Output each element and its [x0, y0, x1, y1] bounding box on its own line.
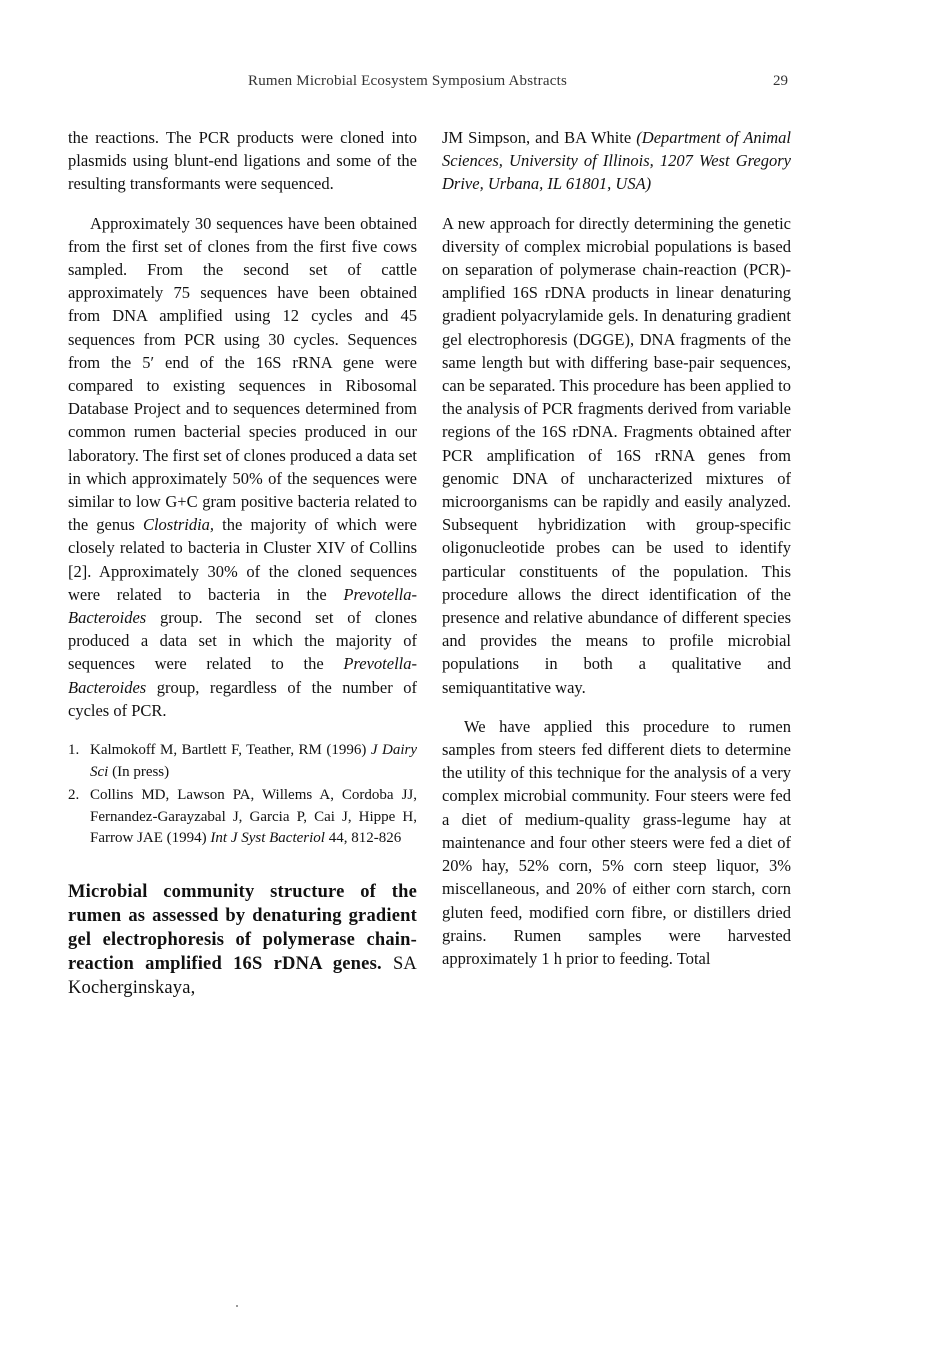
right-column — [442, 126, 791, 970]
reference-tail: 44, 812-826 — [324, 830, 402, 847]
abstract-byline — [442, 126, 791, 196]
abstract-title-text: Microbial community structure of the rumen as assessed by denaturing gradient gel electrophoresis of polymerase chain-reaction amplified 16S rDNA genes. — [68, 881, 417, 974]
abstract-authors: JM Simpson, and BA White — [442, 128, 637, 147]
page-number: 29 — [773, 73, 788, 89]
group-name: Prevotella-Bacteroides — [68, 584, 417, 628]
reference-text: Kalmokoff M, Bartlett F, Teather, RM (1996) — [90, 742, 371, 759]
abstract-title — [68, 880, 417, 1000]
reference-number: 2. — [68, 787, 80, 804]
scan-mark — [236, 1305, 238, 1307]
paragraph-text: the majority of which were closely related to bacteria in Cluster XIV of Collins [2]. Approximately 30% of the cloned sequences were related to bacteria in the — [68, 515, 417, 604]
reference-item — [68, 740, 417, 783]
abstract-affiliation: (Department of Animal Sciences, University of Illinois, 1207 West Gregory Drive, Urbana, IL 61801, USA) — [442, 128, 791, 194]
reference-number: 1. — [68, 742, 80, 759]
right-paragraph-2: We have applied this procedure to rumen samples from steers fed different diets to determine the utility of this technique for the analysis of a very complex microbial community. Four steers were fed a diet of medium-quality grass-legume hay at maintenance and four other steers were fed a diet of 20% hay, 52% corn, 5% corn steep liquor, 3% miscellaneous, and 20% of either corn starch, corn gluten feed, modified corn fibre, or distillers dried grains. Rumen samples were harvested approximately 1 h prior to feeding. Total — [442, 716, 791, 968]
running-title: Rumen Microbial Ecosystem Symposium Abstracts — [248, 73, 567, 89]
left-column — [68, 126, 417, 1000]
reference-journal: Int J Syst Bacteriol — [210, 830, 325, 847]
reference-text: Collins MD, Lawson PA, Willems A, Cordoba JJ, Fernandez-Garayzabal J, Garcia P, Cai J, Hippe H, Farrow JAE (1994) — [90, 787, 417, 847]
reference-item — [68, 785, 417, 850]
paragraph-text: group. The second set of clones produced a data set in which the majority of sequences were related to the — [68, 608, 417, 674]
group-name: Prevotella-Bacteroides — [68, 654, 417, 697]
left-paragraph-2 — [68, 212, 417, 722]
left-paragraph-1: the reactions. The PCR products were cloned into plasmids using blunt-end ligations and some of the resulting transformants were sequenced. — [68, 128, 417, 194]
abstract-authors: SA Kocherginskaya, — [68, 953, 417, 998]
reference-journal: J Dairy Sci — [90, 742, 417, 780]
reference-tail: (In press) — [108, 763, 170, 780]
genus-name: Clostridia, — [142, 515, 215, 535]
reference-list — [68, 740, 417, 850]
right-paragraph-1: A new approach for directly determining the genetic diversity of complex microbial populations is based on separation of polymerase chain-reaction (PCR)-amplified 16S rDNA products in linear denaturing gradient polyacrylamide gels. In denaturing gradient gel electrophoresis (DGGE), DNA fragments of the same length but with differing base-pair sequences, can be separated. This procedure has been applied to the analysis of PCR fragments derived from variable regions of the 16S rDNA. Fragments obtained after PCR amplification of 16S rRNA genes from genomic DNA of uncharacterized mixtures of microorganisms can be rapidly and easily analyzed. Subsequent hybridization with group-specific oligonucleotide probes can be used to identify particular constituents of the population. This procedure allows the direct identification of the presence and relative abundance of different species and provides the means to profile microbial populations in both a qualitative and semiquantitative way. — [442, 213, 791, 697]
paragraph-text: Approximately 30 sequences have been obtained from the first set of clones from the first five cows sampled. From the second set of cattle approximately 75 sequences have been obtained from DNA amplified using 12 cycles and 45 sequences from PCR using 30 cycles. Sequences from the 5′ end of the 16S rRNA gene were compared to existing sequences in Ribosomal Database Project and to sequences determined from common rumen bacterial species produced in our laboratory. The first set of clones produced a data set in which approximately 50% of the sequences were similar to low G+C gram positive bacteria related to the genus — [68, 213, 417, 535]
paragraph-text: group, regardless of the number of cycles of PCR. — [68, 677, 417, 720]
